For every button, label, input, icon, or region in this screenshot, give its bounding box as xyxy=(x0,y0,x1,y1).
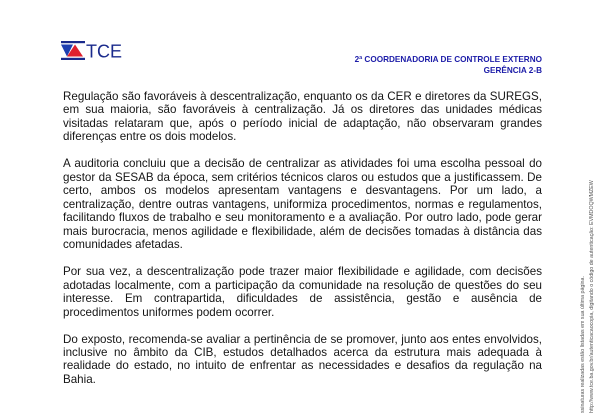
side-note-text xyxy=(579,180,597,413)
paragraph: Regulação são favoráveis à descentralização, enquanto os da CER e diretores da SUREGS, em sua maioria, são favoráveis à centralização. Já os diretores das unidades médicas visitadas relataram que, após o período inicial de adaptação, não observaram grandes diferenças entre os dois modelos. xyxy=(63,90,542,144)
logo-text: TCE xyxy=(86,41,122,60)
side-note-line-1: ssinaturas realizadas estão listadas em sua última página. xyxy=(580,276,586,413)
document-body xyxy=(63,90,542,400)
tce-logo-mark-icon xyxy=(61,41,131,60)
tce-logo xyxy=(61,41,131,60)
side-note-line-2: http://www.tce.ba.gov.br/autenticacaocopia, digitando o código de autenticação: EVMDOQWMZEW xyxy=(589,180,595,413)
paragraph: Do exposto, recomenda-se avaliar a pertinência de se promover, junto aos entes envolvidos, inclusive no âmbito da CIB, estudos detalhados acerca da estrutura mais adequada à realidade do estado, no intuito de enfrentar as necessidades e desafios da regulação na Bahia. xyxy=(63,332,542,386)
paragraph: A auditoria concluiu que a decisão de centralizar as atividades foi uma escolha pessoal do gestor da SESAB da época, sem critérios técnicos claros ou estudos que a justificassem. De certo, ambos os modelos apresentam vantagens e desvantagens. Por um lado, a centralização, dentre outras vantagens, uniformiza procedimentos, normas e regulamentos, facilitando fluxos de trabalho e seu monitoramento e a avaliação. Por outro lado, pode gerar mais burocracia, menos agilidade e flexibilidade, além de decisões tomadas à distância das comunidades afetadas. xyxy=(63,157,542,252)
org-header xyxy=(355,55,542,76)
org-coordination-title: 2ª COORDENADORIA DE CONTROLE EXTERNO xyxy=(354,55,542,64)
org-management-title: GERÊNCIA 2-B xyxy=(483,65,542,75)
paragraph: Por sua vez, a descentralização pode trazer maior flexibilidade e agilidade, com decisões adotadas localmente, com a participação da comunidade na resolução de questões do seu interesse. Em contrapartida, dificuldades de assistência, gestão e ausência de procedimentos uniformes podem ocorrer. xyxy=(63,265,542,319)
authentication-side-note xyxy=(573,163,599,413)
